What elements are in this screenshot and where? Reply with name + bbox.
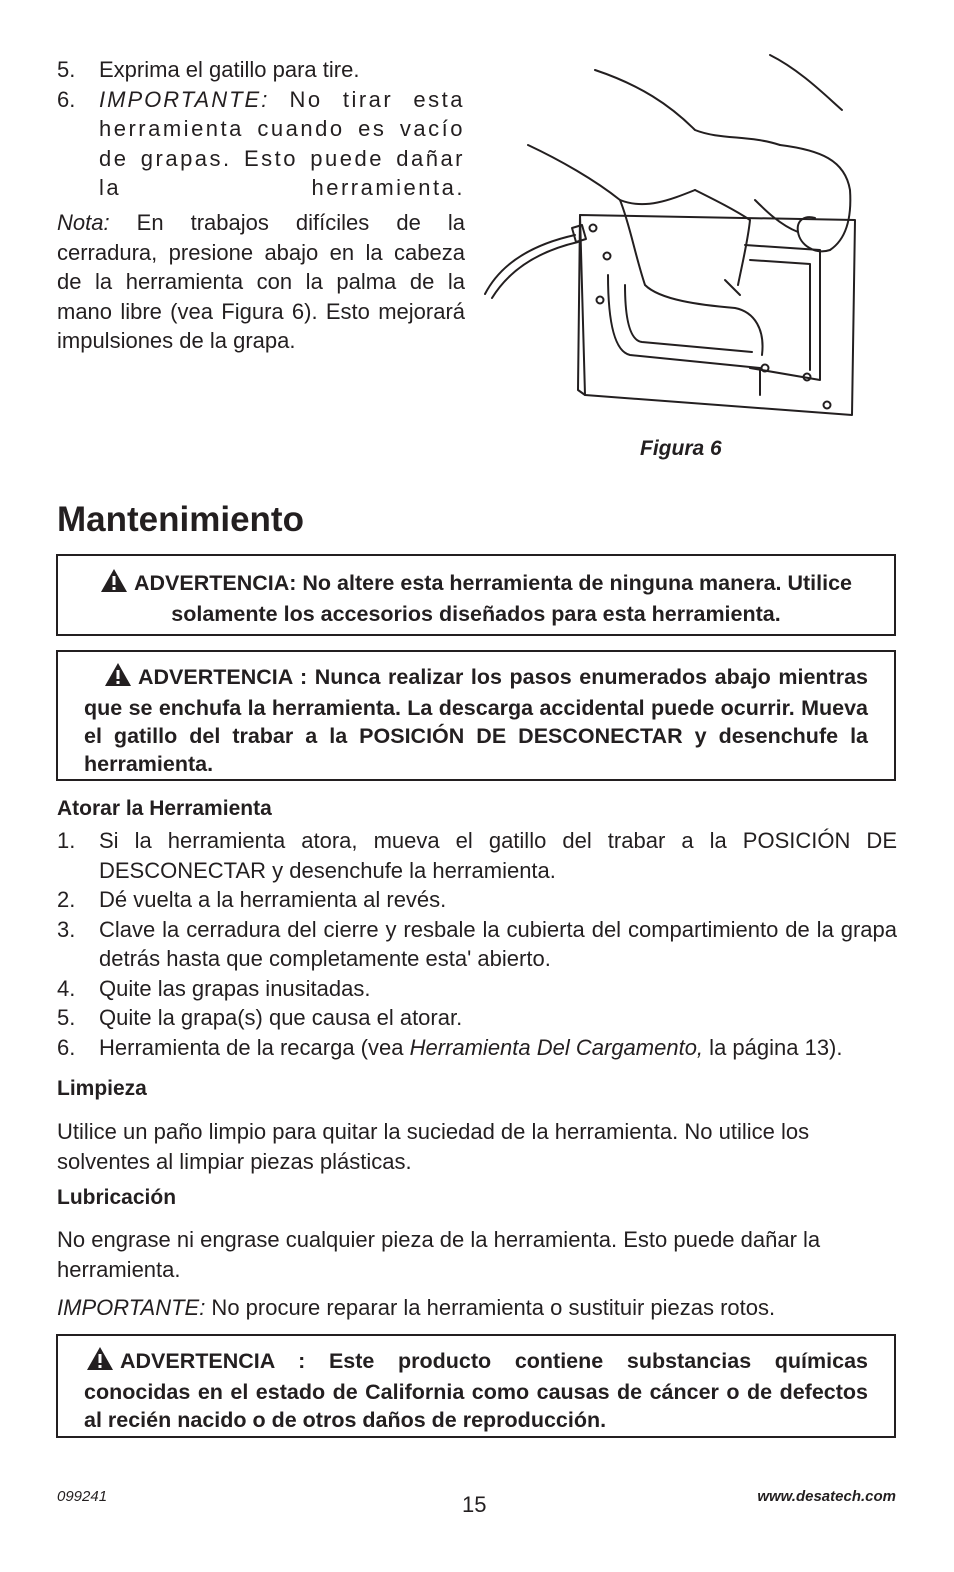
warning-box (56, 1334, 896, 1438)
important-note (57, 1293, 897, 1323)
list-item (57, 55, 465, 85)
cleaning-text: Utilice un paño limpio para quitar la suciedad de la herramienta. No utilice los solventes al limpiar piezas plásticas. (57, 1119, 810, 1174)
step-text: Clave la cerradura del cierre y resbale la cubierta del compartimiento de la grapa detrás hasta que completamente esta' abierto. (99, 916, 897, 971)
step-text: Si la herramienta atora, mueva el gatillo del trabar a la POSICIÓN DE DESCONECTAR y desenchufe la herramienta. (99, 828, 897, 883)
step-number: 6. (57, 86, 76, 112)
cleaning-title: Limpieza (57, 1077, 147, 1100)
warning-triangle-icon (86, 1346, 114, 1378)
hand-pressing-stapler-illustration (480, 50, 880, 440)
warning-triangle-icon (104, 662, 132, 694)
step-text: Exprima el gatillo para tire. (99, 57, 360, 82)
step-text: la página 13). (703, 1034, 843, 1060)
nota-label: Nota: (57, 210, 110, 235)
step-number: 3. (57, 916, 76, 942)
jam-title: Atorar la Herramienta (57, 797, 272, 820)
document-number: 099241 (57, 1488, 108, 1505)
nota-text: En trabajos difíciles de la cerradura, presione abajo en la cabeza de la herramienta con la palma de la mano libre (vea Figura 6). Esto mejorará impulsiones de la grapa. (57, 210, 465, 353)
important-label: IMPORTANTE: (57, 1295, 206, 1320)
step-text: Quite las grapas inusitadas. (99, 975, 371, 1001)
list-item (57, 974, 897, 1004)
warning-text: ADVERTENCIA : Este producto contiene substancias químicas conocidas en el estado de California como causas de cáncer o de defectos al recién nacido o de otros daños de reproducción. (84, 1349, 868, 1432)
lubrication-title: Lubricación (57, 1186, 177, 1209)
website-link[interactable]: www.desatech.com (757, 1488, 896, 1505)
list-item (57, 1003, 897, 1033)
step-text: Dé vuelta a la herramienta al revés. (99, 887, 447, 912)
top-steps (57, 55, 465, 203)
lubrication-text: No engrase ni engrase cualquier pieza de la herramienta. Esto puede dañar la herramienta. (57, 1227, 821, 1282)
step-text: No tirar esta herramienta cuando es vacío de grapas. Esto puede dañar la herramienta. (99, 86, 465, 200)
important-text: No procure reparar la herramienta o sustituir piezas rotos. (205, 1295, 776, 1320)
warning-box (56, 554, 896, 636)
warning-triangle-icon (100, 568, 128, 600)
warning-text: ADVERTENCIA: No altere esta herramienta de ninguna manera. Utilice solamente los accesorios diseñados para esta herramienta. (133, 571, 853, 626)
step-number: 1. (57, 828, 76, 853)
step-number: 6. (57, 1034, 76, 1060)
step-number: 4. (57, 975, 76, 1001)
list-item (57, 885, 897, 915)
warning-text: ADVERTENCIA : Nunca realizar los pasos enumerados abajo mientras que se enchufa la herramienta. La descarga accidental puede ocurrir. Mueva el gatillo del trabar a la POSICIÓN DE DESCONECTAR y desenchufe la herramienta. (84, 665, 868, 776)
page-number: 15 (462, 1492, 487, 1517)
figure-caption: Figura 6 (640, 437, 722, 460)
step-number: 2. (57, 887, 76, 912)
warning-box (56, 650, 896, 781)
section-title: Mantenimiento (57, 500, 304, 539)
step-text: Quite la grapa(s) que causa el atorar. (99, 1005, 463, 1030)
list-item (57, 1033, 897, 1063)
cross-reference: Herramienta Del Cargamento, (409, 1034, 704, 1060)
jam-steps (57, 826, 897, 1062)
important-label: IMPORTANTE: (99, 86, 270, 112)
step-text: Herramienta de la recarga (vea (99, 1034, 410, 1060)
list-item (57, 915, 897, 974)
list-item (57, 826, 897, 885)
nota-paragraph (57, 208, 465, 356)
step-number: 5. (57, 1005, 76, 1030)
list-item (57, 85, 465, 203)
step-number: 5. (57, 57, 76, 82)
